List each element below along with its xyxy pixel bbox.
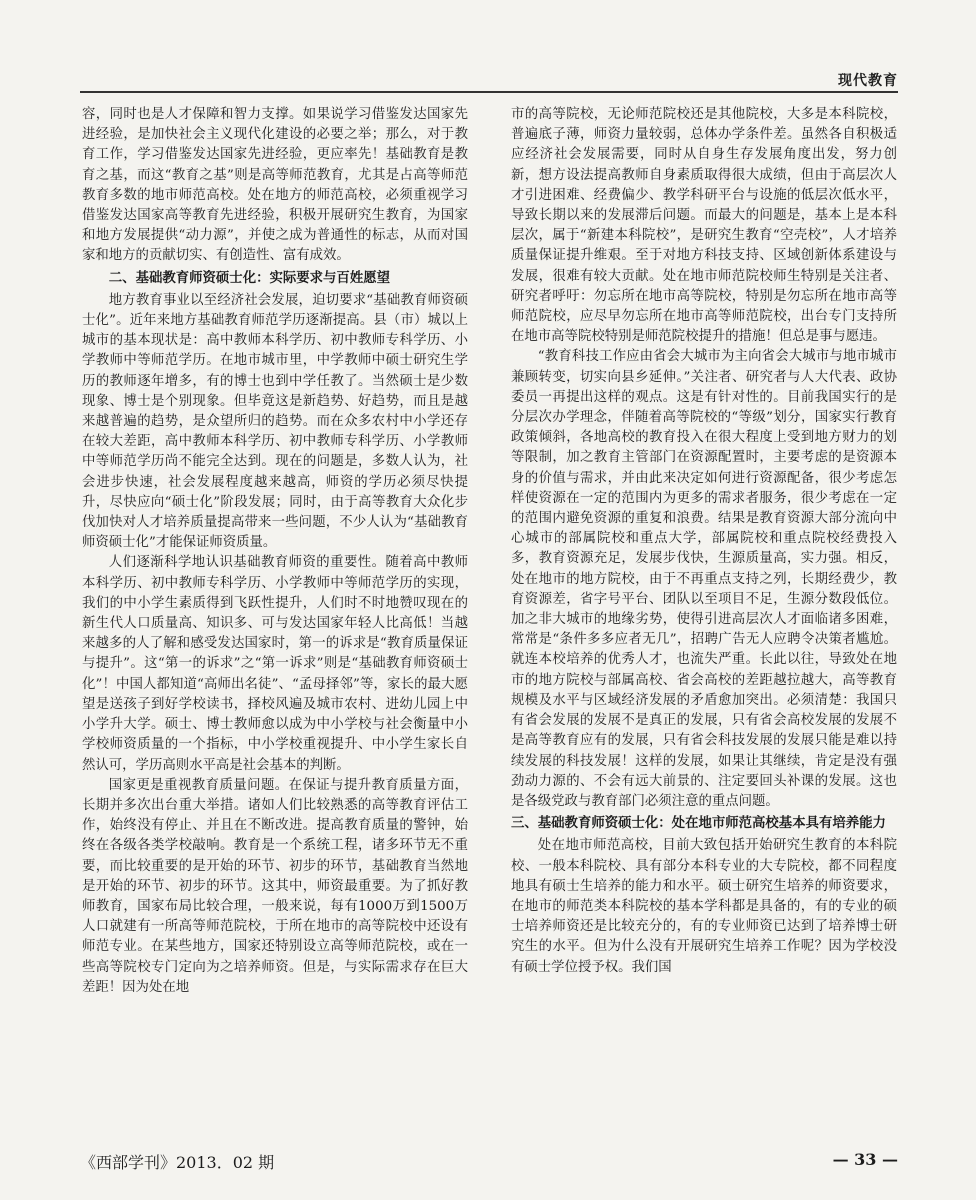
paragraph: 市的高等院校，无论师范院校还是其他院校，大多是本科院校，普遍底子薄，师资力量较弱，总体办学条件差。虽然各自积极适应经济社会发展需要，同时从自身生存发展角度出发，努力创新，想方设法提高教师自身素质取得很大成绩，但由于高层次人才引进困难、经费偏少、教学科研平台与设施的低层次低水平，导致长期以来的发展滞后问题。而最大的问题是，基本上是本科层次，属于“新建本科院校”，是研究生教育“空壳校”，人才培养质量保证提升维艰。至于对地方科技支持、区域创新体系建设与发展，很难有较大贡献。处在地市师范院校师生特别是关注者、研究者呼吁：勿忘所在地市高等院校，特别是勿忘所在地市高等师范院校，应尽早勿忘所在地市高等师范院校，出台专门支持所在地市高等院校特别是师范院校提升的措施！但总是事与愿违。 [511, 107, 897, 345]
journal-name: 《西部学刊》2013．02 期 [80, 1153, 275, 1172]
section-heading-3: 三、基础教育师资硕士化：处在地市师范高校基本具有培养能力 [511, 816, 886, 832]
paragraph: 地方教育事业以至经济社会发展，迫切要求“基础教育师资硕士化”。近年来地方基础教育师范学历逐渐提高。县（市）城以上城市的基本现状是：高中教师本科学历、初中教师专科学历、小学教师中等师范学历。在地市城市里，中学教师中硕士研究生学历的教师逐年增多，有的博士也到中学任教了。当然硕士是少数现象、博士是个别现象。但毕竟这是新趋势、好趋势，而且是越来越普遍的趋势，是众望所归的趋势。而在众多农村中小学还存在较大差距，高中教师本科学历、初中教师专科学历、小学教师中等师范学历尚不能完全达到。现在的问题是，多数人认为，社会进步快速，社会发展程度越来越高，师资的学历必须尽快提升，尽快应向“硕士化”阶段发展；同时，由于高等教育大众化步伐加快对人才培养质量提高带来一些问题，不少人认为“基础教育师资硕士化”才能保证师资质量。 [82, 292, 468, 551]
paragraph: 容，同时也是人才保障和智力支撑。如果说学习借鉴发达国家先进经验，是加快社会主义现代化建设的必要之举；那么，对于教育工作，学习借鉴发达国家先进经验，更应率先！基础教育是教育之基，而这“教育之基”则是高等师范教育，尤其是占高等师范教育多数的地市师范高校。处在地方的师范高校，必须重视学习借鉴发达国家高等教育先进经验，积极开展研究生教育，为国家和地方发展提供“动力源”，并使之成为普通性的标志，从而对国家和地方的贡献切实、有创造性、富有成效。 [82, 107, 468, 264]
page-header [80, 0, 898, 94]
paragraph: “教育科技工作应由省会大城市为主向省会大城市与地市城市兼顾转变，切实向县乡延伸。”关注者、研究者与人大代表、政协委员一再提出这样的观点。这是有针对性的。目前我国实行的是分层次办学理念，伴随着高等院校的“等级”划分，国家实行教育政策倾斜，各地高校的教育投入在很大程度上受到地方财力的划等限制，加之教育主管部门在资源配置时，主要考虑的是资源本身的价值与需求，并由此来决定如何进行资源配备，很少考虑怎样使资源在一定的范围内为更多的需求者服务，很少考虑在一定的范围内避免资源的重复和浪费。结果是教育资源大部分流向中心城市的部属院校和重点大学，部属院校和重点院校经费投入多，教育资源充足，发展步伐快，生源质量高，实力强。相反，处在地市的地方院校，由于不再重点支持之列，长期经费少，教育资源差，省字号平台、团队以至项目不足，生源分数段低位。加之非大城市的地缘劣势，使得引进高层次人才面临诸多困难，常常是“条件多多应者无几”，招聘广告无人应聘令决策者尴尬。就连本校培养的优秀人才，也流失严重。长此以往，导致处在地市的地方院校与部属高校、省会高校的差距越拉越大，高等教育规模及水平与区域经济发展的矛盾愈加突出。必须清楚：我国只有省会发展的发展不是真正的发展，只有省会高校发展的发展不是高等教育应有的发展，只有省会科技发展的发展只能是难以持续发展的科技发展！这样的发展，如果让其继续，肯定是没有强劲动力源的、不会有远大前景的、注定要回头补课的发展。这也是各级党政与教育部门必须注意的重点问题。 [511, 349, 897, 809]
paragraph: 国家更是重视教育质量问题。在保证与提升教育质量方面，长期并多次出台重大举措。诸如人们比较熟悉的高等教育评估工作，始终没有停止、并且在不断改进。提高教育质量的警钟，始终在各级各类学校敲响。教育是一个系统工程，诸多环节无不重要，而比较重要的是开始的环节、初步的环节，基础教育当然地是开始的环节、初步的环节。这其中，师资最重要。为了抓好教师教育，国家布局比较合理，一般来说，每有1000万到1500万人口就建有一所高等师范院校，于所在地市的高等院校中还设有师范专业。在某些地方，国家还特别设立高等师范院校，或在一些高等院校专门定向为之培养师资。但是，与实际需求存在巨大差距！因为处在地 [82, 777, 468, 995]
page-number: — 33 — [832, 1150, 898, 1169]
page-footer [80, 1150, 898, 1180]
section-heading-2: 二、基础教育师资硕士化：实际要求与百姓愿望 [108, 270, 390, 286]
header-rule [80, 91, 898, 93]
section-title: 现代教育 [838, 73, 898, 89]
left-column [82, 105, 468, 1130]
paragraph: 处在地市师范高校，目前大致包括开始研究生教育的本科院校、一般本科院校、具有部分本科专业的大专院校，都不同程度地具有硕士生培养的能力和水平。硕士研究生培养的师资要求，在地市的师范类本科院校的基本学科都是具备的，有的专业的硕士培养师资还是比较充分的，有的专业师资已达到了培养博士研究生的水平。但为什么没有开展研究生培养工作呢？因为学校没有硕士学位授予权。我们国 [511, 838, 897, 975]
paragraph: 人们逐渐科学地认识基础教育师资的重要性。随着高中教师本科学历、初中教师专科学历、小学教师中等师范学历的实现，我们的中小学生素质得到飞跃性提升，人们时不时地赞叹现在的新生代人口质量高、知识多、可与发达国家年轻人比高低！当越来越多的人了解和感受发达国家时，第一的诉求是“教育质量保证与提升”。这“第一的诉求”之“第一诉求”则是“基础教育师资硕士化”！中国人都知道“高师出名徒”、“孟母择邻”等，家长的最大愿望是送孩子到好学校读书，择校风遍及城市农村、进幼儿园上中小学升大学。硕士、博士教师愈以成为中小学校与社会衡量中小学校师资质量的一个指标，中小学校重视提升、中小学生家长自然认可，学历高则水平高是社会基本的判断。 [82, 555, 468, 773]
right-column [511, 105, 897, 1130]
